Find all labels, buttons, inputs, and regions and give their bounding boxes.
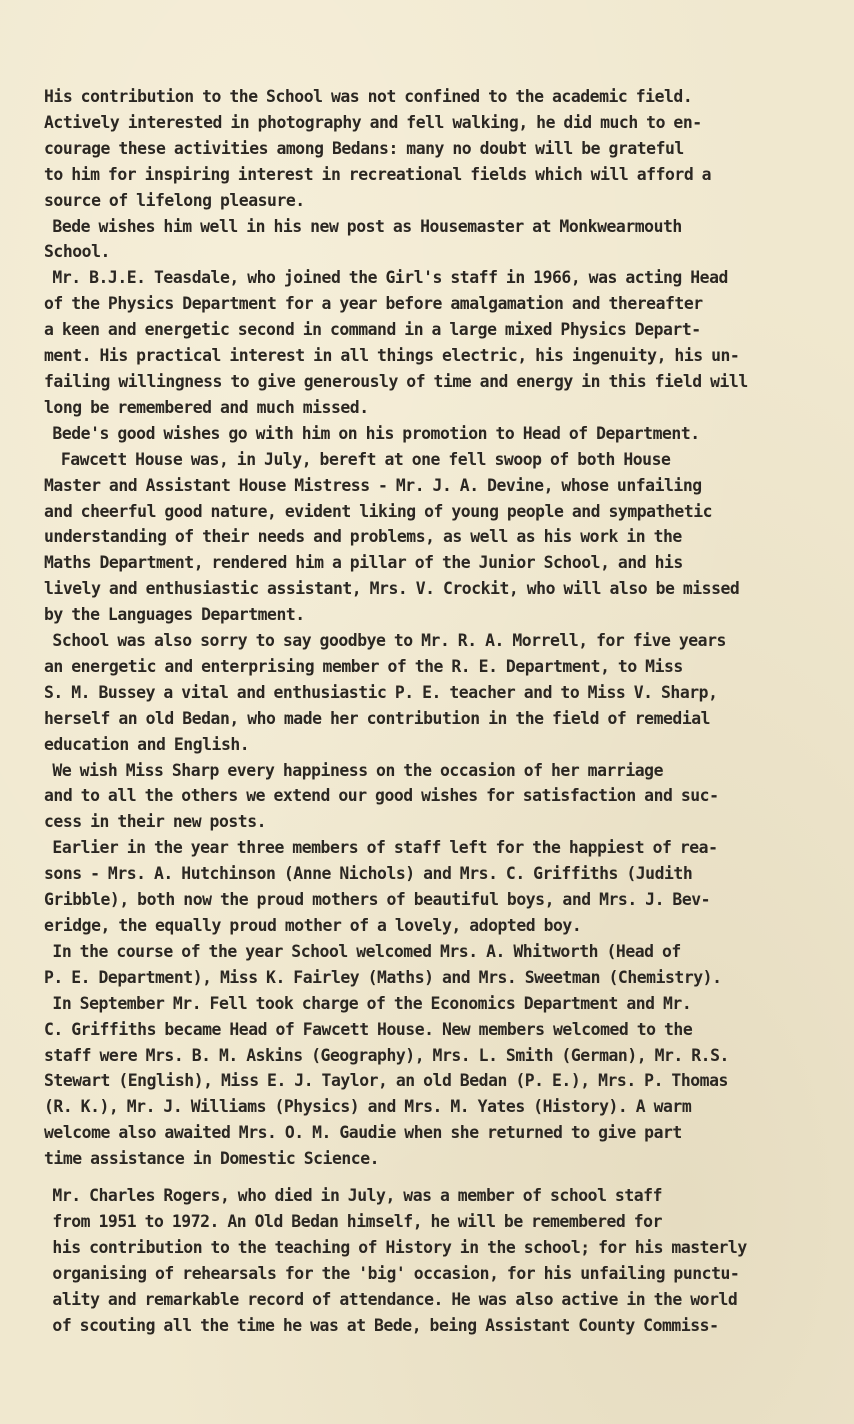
text-line: Master and Assistant House Mistress - Mr. J. A. Devine, whose unfailing bbox=[44, 475, 702, 495]
document-body-text bbox=[44, 84, 834, 1339]
paragraph bbox=[44, 1183, 834, 1338]
text-line: Gribble), both now the proud mothers of beautiful boys, and Mrs. J. Bev- bbox=[44, 890, 711, 910]
text-line: herself an old Bedan, who made her contribution in the field of remedial bbox=[44, 708, 711, 728]
paragraph bbox=[44, 421, 834, 447]
text-line: sons - Mrs. A. Hutchinson (Anne Nichols) and Mrs. C. Griffiths (Judith bbox=[44, 864, 693, 884]
text-line: S. M. Bussey a vital and enthusiastic P. E. teacher and to Miss V. Sharp, bbox=[44, 682, 718, 702]
text-line: In September Mr. Fell took charge of the Economics Department and Mr. bbox=[44, 993, 692, 1013]
text-line: welcome also awaited Mrs. O. M. Gaudie when she returned to give part bbox=[44, 1123, 682, 1143]
text-line: We wish Miss Sharp every happiness on the occasion of her marriage bbox=[44, 760, 664, 780]
text-line: P. E. Department), Miss K. Fairley (Maths) and Mrs. Sweetman (Chemistry). bbox=[44, 967, 722, 987]
paragraph bbox=[44, 214, 834, 266]
text-line: (R. K.), Mr. J. Williams (Physics) and Mrs. M. Yates (History). A warm bbox=[44, 1097, 692, 1117]
text-line: School. bbox=[44, 242, 110, 262]
paragraph bbox=[44, 835, 834, 939]
paragraph bbox=[44, 758, 834, 836]
text-line: failing willingness to give generously of time and energy in this field will bbox=[44, 371, 748, 391]
text-line: ment. His practical interest in all things electric, his ingenuity, his un- bbox=[44, 346, 740, 366]
text-line: education and English. bbox=[44, 734, 250, 754]
text-line: time assistance in Domestic Science. bbox=[44, 1149, 380, 1169]
text-line: School was also sorry to say goodbye to Mr. R. A. Morrell, for five years bbox=[44, 631, 726, 651]
paragraph bbox=[44, 447, 834, 628]
text-line: Bede wishes him well in his new post as Housemaster at Monkwearmouth bbox=[44, 216, 682, 236]
text-line: His contribution to the School was not confined to the academic field. bbox=[44, 87, 693, 106]
paragraph-gap bbox=[44, 1172, 834, 1183]
text-line: cess in their new posts. bbox=[44, 812, 267, 832]
text-line: In the course of the year School welcomed Mrs. A. Whitworth (Head of bbox=[44, 941, 681, 961]
text-line: Fawcett House was, in July, bereft at one fell swoop of both House bbox=[44, 449, 671, 469]
text-line: Maths Department, rendered him a pillar of the Junior School, and his bbox=[44, 553, 683, 573]
text-line: courage these activities among Bedans: many no doubt will be grateful bbox=[44, 138, 684, 158]
text-line: Mr. B.J.E. Teasdale, who joined the Girl's staff in 1966, was acting Head bbox=[44, 268, 728, 288]
paragraph bbox=[44, 84, 834, 214]
paragraph bbox=[44, 628, 834, 758]
text-line: by the Languages Department. bbox=[44, 605, 305, 625]
text-line: long be remembered and much missed. bbox=[44, 397, 369, 417]
text-line: organising of rehearsals for the 'big' occasion, for his unfailing punctu- bbox=[44, 1263, 740, 1283]
paragraph bbox=[44, 939, 834, 991]
text-line: to him for inspiring interest in recreational fields which will afford a bbox=[44, 164, 712, 184]
text-line: C. Griffiths became Head of Fawcett House. New members welcomed to the bbox=[44, 1019, 693, 1039]
text-line: Earlier in the year three members of staff left for the happiest of rea- bbox=[44, 838, 718, 858]
text-line: and cheerful good nature, evident liking of young people and sympathetic bbox=[44, 501, 713, 521]
text-line: Stewart (English), Miss E. J. Taylor, an old Bedan (P. E.), Mrs. P. Thomas bbox=[44, 1071, 728, 1091]
text-line: from 1951 to 1972. An Old Bedan himself, he will be remembered for bbox=[44, 1211, 663, 1231]
text-line: Actively interested in photography and fell walking, he did much to en- bbox=[44, 112, 702, 132]
text-line: eridge, the equally proud mother of a lovely, adopted boy. bbox=[44, 916, 582, 935]
text-line: staff were Mrs. B. M. Askins (Geography), Mrs. L. Smith (German), Mr. R.S. bbox=[44, 1045, 729, 1065]
text-line: an energetic and enterprising member of the R. E. Department, to Miss bbox=[44, 656, 683, 676]
text-line: of scouting all the time he was at Bede, being Assistant County Commiss- bbox=[44, 1315, 719, 1335]
text-line: and to all the others we extend our good wishes for satisfaction and suc- bbox=[44, 786, 719, 806]
text-line: lively and enthusiastic assistant, Mrs. V. Crockit, who will also be missed bbox=[44, 579, 740, 599]
text-line: source of lifelong pleasure. bbox=[44, 190, 305, 210]
text-line: Bede's good wishes go with him on his promotion to Head of Department. bbox=[44, 423, 700, 443]
text-line: ality and remarkable record of attendance. He was also active in the world bbox=[44, 1289, 738, 1309]
text-line: Mr. Charles Rogers, who died in July, was a member of school staff bbox=[44, 1186, 663, 1206]
paragraph bbox=[44, 265, 834, 420]
text-line: understanding of their needs and problems, as well as his work in the bbox=[44, 527, 682, 547]
text-line: his contribution to the teaching of History in the school; for his masterly bbox=[44, 1237, 747, 1257]
text-line: of the Physics Department for a year before amalgamation and thereafter bbox=[44, 294, 703, 314]
paragraph bbox=[44, 991, 834, 1172]
text-line: a keen and energetic second in command in a large mixed Physics Depart- bbox=[44, 320, 701, 340]
